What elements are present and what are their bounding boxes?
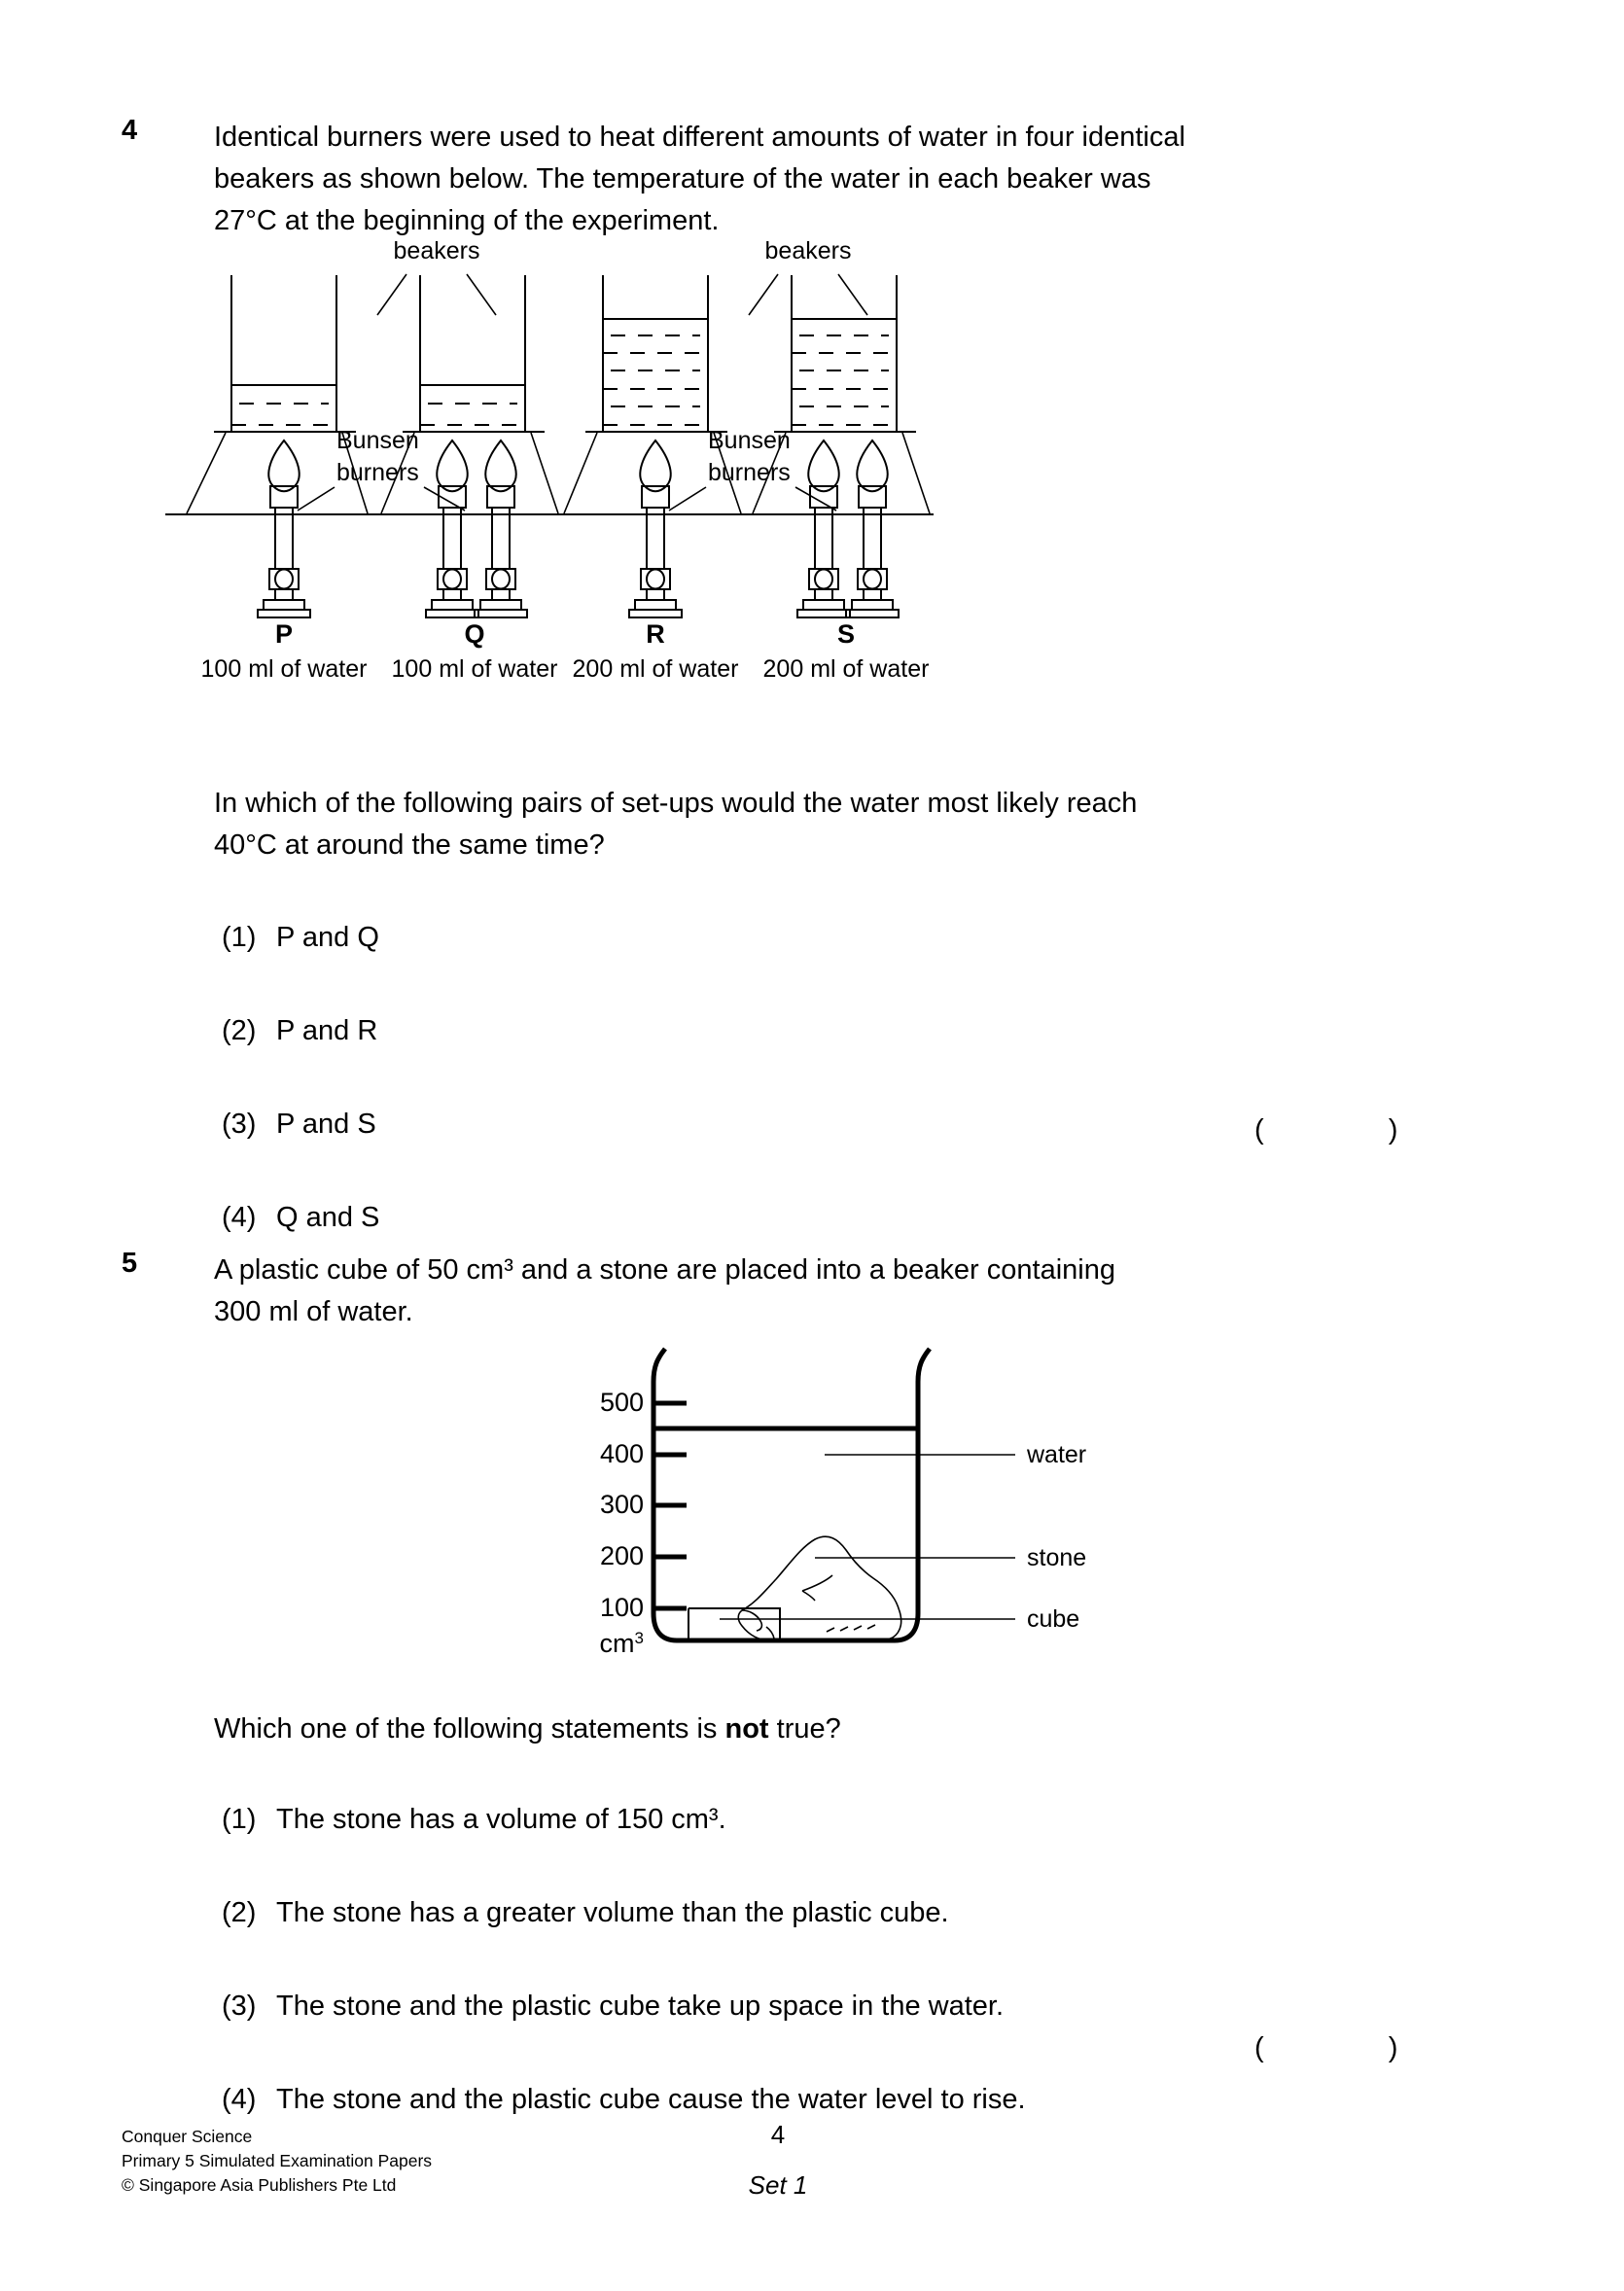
question-5-stem-line-1: A plastic cube of 50 cm³ and a stone are placed into a beaker containing: [214, 1254, 1115, 1286]
footer-line-1: Conquer Science: [122, 2127, 253, 2146]
scale-unit-label: [600, 1629, 644, 1658]
bunsen-burners-label-right-line2: burners: [708, 459, 791, 486]
question-4-answer-bracket[interactable]: [1254, 1114, 1397, 1146]
setup-S-id: S: [836, 619, 856, 649]
option-text: The stone and the plastic cube cause the water level to rise.: [276, 2084, 1026, 2115]
question-4-body: [214, 117, 1439, 242]
question-5-subquestion: [214, 1709, 1464, 1750]
question-4-stem-line-1: Identical burners were used to heat different amounts of water in four identical: [214, 122, 1185, 153]
scale-label-400: 400: [599, 1439, 644, 1468]
footer-line-3: © Singapore Asia Publishers Pte Ltd: [122, 2175, 397, 2195]
bunsen-burner: [426, 441, 478, 617]
question-5-option-3[interactable]: [222, 1987, 1466, 2033]
subq-emphasis: not: [724, 1713, 769, 1745]
setup-Q-id: Q: [464, 619, 485, 649]
bunsen-burner: [846, 441, 899, 617]
setup-Q-caption: 100 ml of water: [391, 655, 558, 683]
bracket-close: ): [1388, 1114, 1398, 1146]
option-number: (3): [222, 1109, 257, 1140]
scale-label-100: 100: [599, 1593, 644, 1622]
footer-line-2: Primary 5 Simulated Examination Papers: [122, 2151, 433, 2170]
water-callout-label: water: [1027, 1441, 1087, 1468]
question-4-option-2[interactable]: [222, 1011, 1466, 1058]
question-4-diagram: [156, 237, 1468, 683]
question-5-answer-bracket[interactable]: [1254, 2032, 1397, 2064]
scale-label-500: 500: [599, 1388, 644, 1417]
setup-R-caption: 200 ml of water: [572, 655, 739, 683]
question-4-option-1[interactable]: [222, 918, 1466, 965]
option-text: P and S: [276, 1109, 376, 1140]
question-5-option-2[interactable]: [222, 1893, 1466, 1940]
option-text: P and R: [276, 1015, 378, 1046]
bunsen-burners-label-right-line1: Bunsen: [708, 427, 791, 454]
stone-facet-mid: [802, 1575, 832, 1601]
option-text: P and Q: [276, 922, 379, 953]
bunsen-burner: [797, 441, 850, 617]
option-number: (4): [222, 1202, 257, 1233]
question-5-number: 5: [122, 1248, 138, 1279]
option-text: The stone has a volume of 150 cm³.: [276, 1804, 726, 1835]
scale-unit-base: cm: [599, 1629, 635, 1658]
question-4-subq-line-2: 40°C at around the same time?: [214, 829, 605, 861]
question-4-subq-line-1: In which of the following pairs of set-ups would the water most likely reach: [214, 788, 1138, 819]
beakers-label-left: beakers: [393, 237, 480, 264]
cube-callout-label: cube: [1027, 1605, 1080, 1633]
stone-outline: [738, 1536, 900, 1641]
scale-label-200: 200: [599, 1541, 644, 1570]
beaker-outline: [653, 1349, 930, 1640]
option-number: (1): [222, 922, 257, 953]
beakers-label-right: beakers: [764, 237, 852, 264]
question-5-stem-line-2: 300 ml of water.: [214, 1296, 413, 1327]
option-number: (2): [222, 1897, 257, 1928]
stone-callout-label: stone: [1027, 1544, 1087, 1571]
page-number: 4: [770, 2120, 786, 2149]
option-number: (3): [222, 1991, 257, 2022]
scale-label-300: 300: [599, 1490, 644, 1519]
footer: [122, 2125, 432, 2198]
stone-facet-left: [742, 1610, 761, 1631]
plastic-cube: [688, 1608, 780, 1640]
setup-S-caption: 200 ml of water: [762, 655, 930, 683]
bunsen-burner: [258, 441, 310, 617]
scale-unit-sup: 3: [634, 1629, 644, 1647]
question-4-option-4[interactable]: [222, 1198, 1466, 1245]
option-number: (4): [222, 2084, 257, 2115]
question-5-options: [222, 1775, 1466, 2115]
option-number: (2): [222, 1015, 257, 1046]
question-5-diagram: [564, 1337, 1186, 1658]
option-text: Q and S: [276, 1202, 380, 1233]
bracket-open: (: [1254, 1114, 1264, 1146]
question-5-option-4[interactable]: [222, 2080, 1466, 2127]
bunsen-burners-label-left-line2: burners: [336, 459, 419, 486]
subq-prefix: Which one of the following statements is: [214, 1713, 725, 1745]
question-5-body: [214, 1250, 1439, 1333]
set-label: Set 1: [748, 2170, 808, 2200]
option-number: (1): [222, 1804, 257, 1835]
bunsen-burners-label-left-line1: Bunsen: [336, 427, 419, 454]
question-5-option-1[interactable]: [222, 1800, 1466, 1847]
setup-R-id: R: [646, 619, 665, 649]
question-4-stem-line-2: beakers as shown below. The temperature of the water in each beaker was: [214, 163, 1151, 194]
subq-suffix: true?: [768, 1713, 841, 1745]
bracket-close: ): [1388, 2032, 1398, 2063]
option-text: The stone has a greater volume than the plastic cube.: [276, 1897, 949, 1928]
setup-P-id: P: [274, 619, 294, 649]
question-5-subq-line: [214, 1709, 1464, 1750]
question-4-number: 4: [122, 115, 138, 146]
question-4-subquestion: [214, 783, 1464, 866]
setup-P-caption: 100 ml of water: [200, 655, 368, 683]
question-4-stem-line-3: 27°C at the beginning of the experiment.: [214, 205, 720, 236]
stone-facet-lower-left: [766, 1627, 774, 1639]
option-text: The stone and the plastic cube take up space in the water.: [276, 1991, 1005, 2022]
question-4-options: [222, 893, 1466, 1233]
bracket-open: (: [1254, 2032, 1264, 2063]
stone-texture-marks: [827, 1625, 875, 1632]
bunsen-burner: [629, 441, 682, 617]
bunsen-burner: [475, 441, 527, 617]
